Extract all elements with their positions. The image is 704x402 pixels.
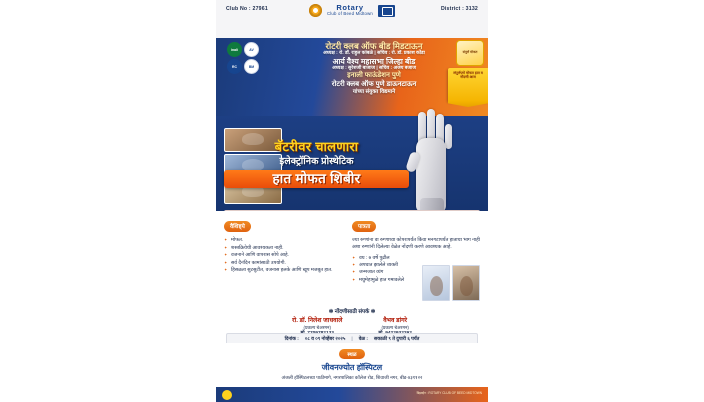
venue-address: अंजली हॉस्पिटलच्या पाठीमागे, नगरपालिका कॉलेज रोड, शिवाजी नगर, बीड-४३११२२ xyxy=(281,374,423,380)
prosthetic-hand-photo xyxy=(408,112,460,216)
list-item: ✦ मधुमेहामुळे हात गमावलेले xyxy=(352,277,480,284)
header-line-5: इनाली फाऊंडेशन पुणे xyxy=(347,72,401,80)
poster-content xyxy=(216,211,488,343)
list-item: ✦ वय : ७ वर्षे पुढील xyxy=(352,255,480,262)
title-line-3-highlight xyxy=(224,170,409,188)
time-label: वेळ : xyxy=(358,337,368,342)
rotary-club-subtitle: Club of Beed Midtown xyxy=(326,11,374,17)
contact-name: रो. डॉ. निलेश जाधवाले xyxy=(292,317,343,324)
title-line-1: बॅटरीवर चालणारा xyxy=(274,139,359,154)
rotary-wheel-icon xyxy=(222,390,232,400)
list-item: ✦ मोफत. xyxy=(224,237,342,245)
date-label: दिनांक : xyxy=(284,337,299,342)
venue-name: जीवनज्योत हॉस्पिटल xyxy=(321,363,383,372)
footer-note: डिझाईन : ROTARY CLUB OF BEED MIDTOWN xyxy=(416,390,482,395)
list-item: ✦ हिसळता सुटसुटीत, वजनास हलके आणि खूप मजबूत हात. xyxy=(224,267,342,275)
poster-title xyxy=(224,140,409,188)
beneficiary-photo-1 xyxy=(422,265,450,301)
list-item: ✦ जन्मजात व्यंग xyxy=(352,269,480,276)
venue-section xyxy=(216,343,488,387)
contact-role: (प्रकल्प चेअरमन) xyxy=(381,325,409,331)
free-badge: संपूर्ण मोफत xyxy=(456,40,484,66)
rotary-emblem-icon xyxy=(378,5,395,17)
features-list xyxy=(224,237,342,275)
header-line-7: यांच्या संयुक्त विद्यमाने xyxy=(352,89,396,96)
header-line-2: अध्यक्ष : रो. डॉ. राहुल कांबळे | सचिव : रो. डॉ. प्रकाश कोंडा xyxy=(323,51,425,57)
rotary-branding xyxy=(216,4,488,17)
poster-footer-bar xyxy=(216,387,488,402)
contacts-heading: ✻ नोंदणीसाठी संपर्क ✻ xyxy=(328,309,376,315)
rotary-gear-icon xyxy=(309,4,322,17)
poster xyxy=(216,0,488,402)
eligibility-heading: पात्रता xyxy=(352,221,376,232)
divider: | xyxy=(351,336,353,342)
title-line-3: हात मोफत शिबीर xyxy=(272,170,361,186)
poster-title-zone xyxy=(216,116,488,211)
eligibility-paragraph: ज्या रुग्णांना वा रुग्णाच्या कोपरापर्यंत किंवा मनगटापर्यंत हाताचा भाग नाही अशा रुग्णांनी दिलेल्या वेळेत नोंदणी करणे आवश्यक आहे. xyxy=(352,238,480,251)
contact-role: (प्रकल्प चेअरमन) xyxy=(303,325,331,331)
rotary-pune-downtown-logo: RC xyxy=(227,59,242,74)
district-number: District : 3132 xyxy=(440,6,478,12)
registration-ribbon: संपूर्णपणे मोफत हात व नोंदणी आज xyxy=(448,68,488,102)
time-value: सकाळी ९ ते दुपारी ६ पर्यंत xyxy=(374,337,420,342)
header-line-1: रोटरी क्लब ऑफ बीड मिडटाऊन xyxy=(325,41,423,51)
date-value: ०८ व ०९ नोव्हेंबर २०२५ xyxy=(304,337,346,342)
features-column xyxy=(224,215,342,275)
list-item: ✦ शस्त्रक्रियेची आवश्यकता नाही. xyxy=(224,245,342,253)
header-line-3: आर्य वैश्य महासभा जिल्हा बीड xyxy=(332,57,416,67)
page-right-margin xyxy=(488,0,704,402)
inali-foundation-logo: inali xyxy=(227,42,242,57)
venue-label: स्थळ xyxy=(339,349,364,359)
header-line-4: अध्यक्ष : सुरेशजी बाजाज | सचिव : अजय बजाज xyxy=(332,66,416,72)
contact-name: वैभव डांगरे xyxy=(383,317,408,324)
beneficiary-photo-2 xyxy=(452,265,480,301)
header-line-6: रोटरी क्लब ऑफ पुणे डाऊनटाऊन xyxy=(331,80,417,88)
rotary-text xyxy=(327,4,373,16)
arya-vaishya-logo: AV xyxy=(244,42,259,57)
partner-logos xyxy=(221,42,265,74)
list-item: ✦ अपघात झालेले व्यक्ती xyxy=(352,262,480,269)
partner-logo: BM xyxy=(244,59,259,74)
rotary-name: Rotary xyxy=(336,3,364,13)
poster-top-strip xyxy=(216,0,488,39)
page-left-margin xyxy=(0,0,216,402)
club-number: Club No : 27961 xyxy=(226,6,268,12)
beneficiary-photos xyxy=(422,265,480,301)
list-item: ✦ वजनाने आणि वापरास सोपे आहे. xyxy=(224,252,342,260)
title-line-2: इलेक्ट्रॉनिक प्रोस्थेटिक xyxy=(279,155,354,167)
eligibility-column xyxy=(352,215,480,284)
list-item: ✦ सर्व दैनंदिन कामांसाठी उपयोगी. xyxy=(224,260,342,268)
features-heading: वैशिष्ट्ये xyxy=(224,221,251,232)
